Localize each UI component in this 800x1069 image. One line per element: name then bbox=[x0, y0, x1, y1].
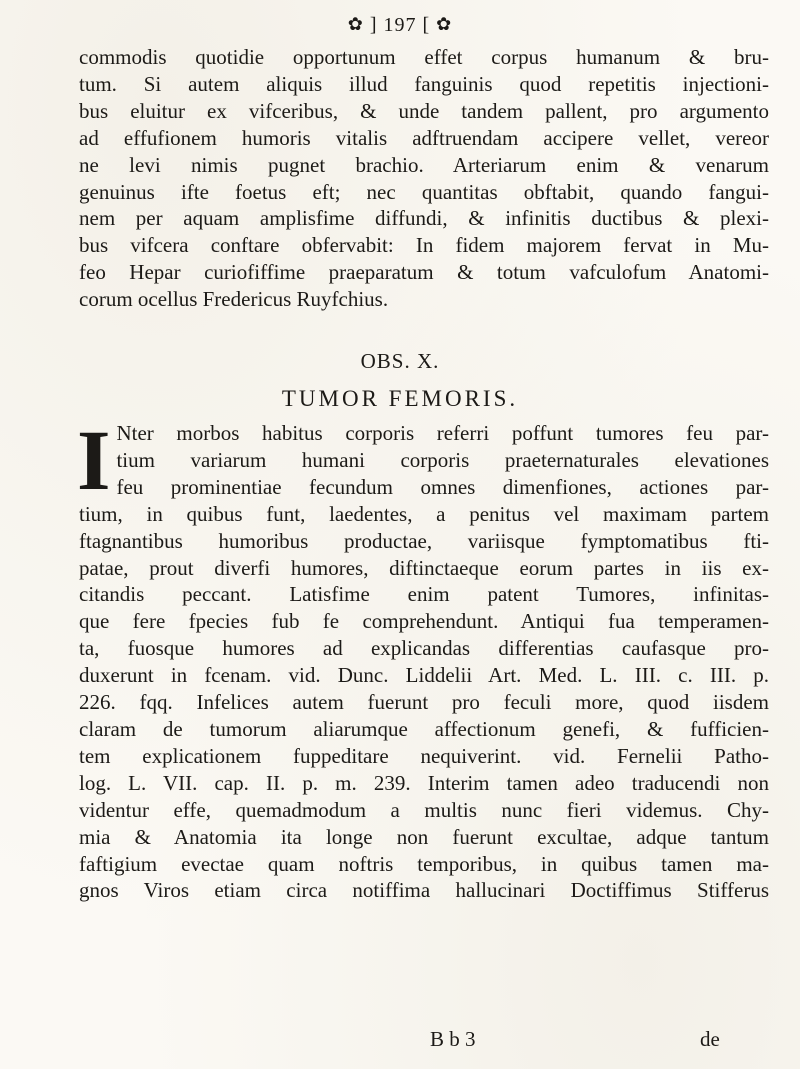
text-line: citandis peccant. Latisfime enim patent Tumores, infinitas- bbox=[79, 582, 769, 607]
text-line: que fere fpecies fub fe comprehendunt. Antiqui fua temperamen- bbox=[79, 609, 769, 634]
text-line: ftagnantibus humoribus productae, variisque fymptomatibus fti- bbox=[79, 528, 769, 553]
text-line: feu prominentiae fecundum omnes dimenfiones, actiones par- bbox=[116, 474, 769, 499]
ornament-left-icon: ✿ bbox=[347, 14, 364, 34]
text-line: nem per aquam amplisfime diffundi, & infinitis ductibus & plexi- bbox=[79, 206, 769, 231]
text-line: corum ocellus Fredericus Ruyfchius. bbox=[79, 287, 389, 312]
text-line: tium, in quibus funt, laedentes, a penitus vel maximam partem bbox=[79, 501, 769, 526]
text-line: bus vifcera conftare obfervabit: In fidem majorem fervat in Mu- bbox=[79, 233, 769, 258]
text-line: genuinus ifte foetus eft; nec quantitas obftabit, quando fangui- bbox=[79, 179, 769, 204]
text-line: Nter morbos habitus corporis referri poffunt tumores feu par- bbox=[116, 421, 769, 445]
text-line: claram de tumorum aliarumque affectionum genefi, & fufficien- bbox=[79, 716, 769, 741]
page-number: ] 197 [ bbox=[369, 14, 431, 36]
text-line: feo Hepar curiofiffime praeparatum & totum vafculofum Anatomi- bbox=[79, 260, 769, 285]
paragraph-tumor bbox=[77, 412, 769, 904]
signature-mark: B b 3 bbox=[430, 1027, 476, 1051]
observation-label: OBS. X. bbox=[360, 349, 440, 373]
ornament-right-icon: ✿ bbox=[436, 14, 453, 34]
text-line: ne levi nimis pugnet brachio. Arteriarum enim & venarum bbox=[79, 152, 769, 177]
page-header bbox=[0, 14, 800, 37]
text-line: tem explicationem fuppeditare nequiverint. vid. Fernelii Patho- bbox=[79, 743, 769, 768]
section-title: TUMOR FEMORIS. bbox=[281, 386, 519, 411]
text-line: 226. fqq. Infelices autem fuerunt pro feculi more, quod iisdem bbox=[79, 690, 769, 715]
drop-capital: I bbox=[77, 412, 111, 508]
text-line: log. L. VII. cap. II. p. m. 239. Interim tamen adeo traducendi non bbox=[79, 770, 769, 795]
text-line: tum. Si autem aliquis illud fanguinis quod repetitis injectioni- bbox=[79, 71, 769, 96]
text-line: patae, prout diverfi humores, diftinctaeque eorum partes in iis ex- bbox=[79, 555, 769, 580]
text-line: ta, fuosque humores ad explicandas differentias caufasque pro- bbox=[79, 636, 769, 661]
text-line: mia & Anatomia ita longe non fuerunt excultae, adque tantum bbox=[79, 824, 769, 849]
text-line: ad effufionem humoris vitalis adftruendam accipere vellet, vereor bbox=[79, 125, 769, 150]
text-line: videntur effe, quemadmodum a multis nunc fieri videmus. Chy- bbox=[79, 797, 769, 822]
text-line: duxerunt in fcenam. vid. Dunc. Liddelii Art. Med. L. III. c. III. p. bbox=[79, 663, 769, 688]
text-line: tium variarum humani corporis praeternaturales elevationes bbox=[116, 447, 769, 472]
text-line: commodis quotidie opportunum effet corpus humanum & bru- bbox=[79, 45, 769, 69]
catchword: de bbox=[700, 1027, 720, 1051]
paragraph-continuation bbox=[79, 44, 769, 313]
text-line: bus eluitur ex vifceribus, & unde tandem pallent, pro argumento bbox=[79, 98, 769, 123]
text-line: faftigium evectae quam noftris temporibus, in quibus tamen ma- bbox=[79, 851, 769, 876]
text-line: gnos Viros etiam circa notiffima hallucinari Doctiffimus Stifferus bbox=[79, 878, 769, 903]
